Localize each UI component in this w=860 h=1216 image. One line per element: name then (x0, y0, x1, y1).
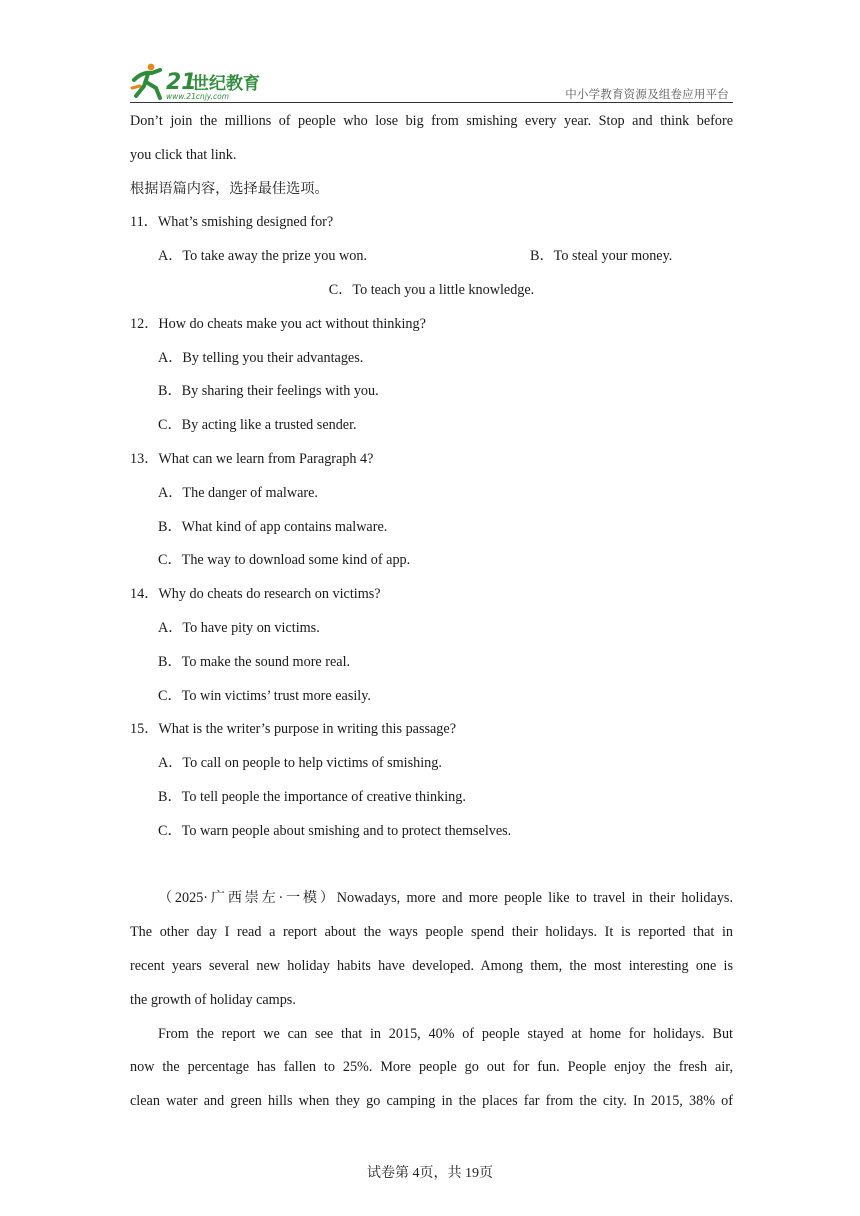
passage-line: From the report we can see that in 2015, 40% of people stayed at home for holidays. But (158, 1025, 733, 1042)
option-b: B．What kind of app contains malware. (158, 518, 388, 535)
passage-line: clean water and green hills when they go camping in the places far from the city. In 2015, 38% of (130, 1093, 733, 1110)
option-a: A．To take away the prize you won. (158, 248, 367, 265)
option-b: B．To steal your money. (530, 248, 673, 265)
passage-line: The other day I read a report about the ways people spend their holidays. It is reported that in (130, 924, 733, 941)
passage-line: you click that link. (130, 146, 237, 163)
option-b: B．By sharing their feelings with you. (158, 383, 379, 400)
svg-text:21: 21 (166, 70, 197, 95)
svg-text:世纪教育: 世纪教育 (192, 74, 260, 94)
option-c: C．By acting like a trusted sender. (158, 417, 357, 434)
passage-line: now the percentage has fallen to 25%. More people go out for fun. People enjoy the fresh air, (130, 1059, 733, 1076)
site-logo (130, 62, 280, 102)
question-stem: 14．Why do cheats do research on victims? (130, 586, 381, 603)
option-c: C．To teach you a little knowledge. (328, 281, 535, 298)
option-a: A．To call on people to help victims of smishing. (158, 755, 442, 772)
svg-text:www.21cnjy.com: www.21cnjy.com (166, 92, 230, 101)
section-gap (130, 849, 733, 883)
option-c: C．To win victims’ trust more easily. (158, 687, 371, 704)
option-row (130, 240, 733, 274)
exam-content (130, 105, 733, 1119)
option-c: C．To warn people about smishing and to protect themselves. (158, 822, 512, 839)
option-b: B．To tell people the importance of creative thinking. (158, 788, 466, 805)
question-stem: 12．How do cheats make you act without thinking? (130, 315, 426, 332)
page-footer: 试卷第 4页，共 19页 (367, 1166, 493, 1181)
passage-line: recent years several new holiday habits have developed. Among them, the most interesting one is (130, 957, 733, 974)
passage-line: （2025·广西崇左·一模）Nowadays, more and more people like to travel in their holidays. (158, 890, 733, 907)
header-divider (130, 102, 733, 103)
passage-line: the growth of holiday camps. (130, 991, 296, 1008)
runner-logo-icon (130, 62, 280, 102)
passage-line: Don’t join the millions of people who lose big from smishing every year. Stop and think before (130, 113, 733, 129)
platform-name: 中小学教育资源及组卷应用平台 (565, 87, 729, 101)
question-stem: 13．What can we learn from Paragraph 4? (130, 450, 374, 467)
option-a: A．To have pity on victims. (158, 619, 320, 636)
question-stem: 15．What is the writer’s purpose in writing this passage? (130, 721, 456, 738)
instruction: 根据语篇内容，选择最佳选项。 (130, 180, 329, 197)
option-a: A．By telling you their advantages. (158, 349, 364, 366)
option-b: B．To make the sound more real. (158, 653, 351, 670)
option-c: C．The way to download some kind of app. (158, 552, 411, 569)
option-a: A．The danger of malware. (158, 484, 318, 501)
question-stem: 11．What’s smishing designed for? (130, 214, 334, 231)
page-header (130, 62, 733, 104)
